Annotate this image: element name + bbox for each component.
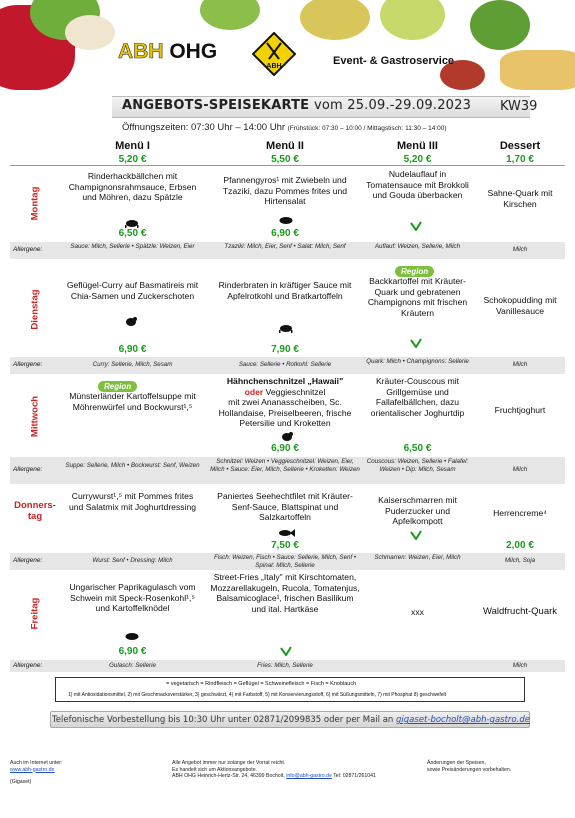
tuesday-menu-1: Geflügel-Curry auf Basmatireis mit Chia-Samen und Zuckerschoten	[66, 280, 199, 301]
tuesday-menu-3: Backkartoffel mit Kräuter-Quark und gebratenen Champignons mit frischen Kräutern	[367, 276, 468, 318]
allergen-row-thursday: Allergene: Wurst: Senf • Dressing: Milch Fisch: Weizen, Fisch • Sauce: Sellerie, Milch, Senf • Spinat: Milch, Sellerie Schmarren: Weizen, Eier, Milch Milch, Soja	[10, 553, 565, 570]
monday-menu-3: Nudelauflauf in Tomatensauce mit Brokkoli und Gouda überbacken	[366, 169, 469, 200]
tuesday-menu-2: Rinderbraten in kräftiger Sauce mit Apfelrotkohl und Bratkartoffeln	[218, 280, 352, 301]
wednesday-menu-2-price: 6,90 €	[271, 443, 299, 454]
opening-hours: Öffnungszeiten: 07:30 Uhr – 14:00 Uhr (Frühstück: 07:30 – 10:00 / Mittagstisch: 11:30 – 14:00)	[122, 122, 447, 133]
monday-menu-2-price: 6,90 €	[271, 228, 299, 239]
info-email-link[interactable]: info@abh-gastro.de	[286, 773, 332, 779]
region-badge: Region	[98, 376, 137, 394]
phone-order-text: Telefonische Vorbestellung bis 10:30 Uhr unter 02871/2099835 oder per Mail an gigaset-bocholt@abh-gastro.de	[52, 715, 530, 725]
svg-text:ABH: ABH	[266, 63, 282, 70]
friday-dessert: Waldfrucht-Quark	[482, 606, 558, 617]
website-link[interactable]: www.abh-gastro.de	[10, 766, 55, 773]
allergen-row-monday: Allergene: Sauce: Milch, Sellerie • Spätzle: Weizen, Eier Tzaziki: Milch, Eier, Senf • Salat: Milch, Senf Auflauf: Weizen, Sellerie, Milch Milch	[10, 242, 565, 259]
wednesday-menu-1: Münsterländer Kartoffelsuppe mit Möhrenwürfel und Bockwurst¹,⁵	[69, 391, 196, 412]
price-menu-1: 5,20 €	[118, 154, 147, 165]
phone-order-band	[50, 711, 530, 728]
column-dessert: Dessert	[499, 140, 541, 152]
tuesday-dessert: Schokopudding mit Vanillesauce	[483, 295, 557, 316]
pasta-image	[300, 0, 370, 40]
thursday-menu-1: Currywurst¹,⁵ mit Pommes frites und Salatmix mit Joghurtdressing	[68, 491, 197, 512]
friday-menu-1: Ungarischer Paprikagulasch vom Schwein mit Speck-Rosenkohl¹,⁵ und Kartoffelknödel	[69, 582, 196, 613]
region-badge: Region	[395, 261, 434, 279]
abh-logo	[252, 32, 296, 76]
wednesday-menu-3: Kräuter-Couscous mit Grillgemüse und Fallafelbällchen, dazu orientalischer Joghurtdip	[370, 376, 465, 418]
allergen-row-wednesday: Allergene: Suppe: Sellerie, Milch • Bockwurst: Senf, Weizen Schnitzel: Weizen • Veggieschnitzel: Weizen, Eier, Milch • Sauce: Eier, Milch, Sellerie • Kroketten: Weizen Couscous: Weizen, Sellerie • Falafel: Weizen • Dip: Milch, Sesam Milch	[10, 457, 565, 484]
wednesday-menu-2: Hähnchenschnitzel „Hawaii" oder Veggieschnitzel mit zwei Ananasscheiben, Sc. Hollandaise, Preiselbeeren, frische Petersilie und Kroketten	[218, 376, 352, 428]
thursday-menu-2: Paniertes Seehechtfilet mit Kräuter-Senf-Sauce, Blattspinat und Salzkartoffeln	[217, 491, 353, 522]
vegetarian-icon	[410, 218, 422, 236]
thursday-dessert-price: 2,00 €	[506, 540, 534, 551]
page-title: ANGEBOTS-SPEISEKARTE vom 25.09.-29.09.2023	[122, 98, 472, 113]
day-thursday: Donners-tag	[14, 500, 56, 522]
price-menu-2: 5,50 €	[271, 154, 299, 165]
tuesday-menu-1-price: 6,90 €	[118, 344, 147, 355]
divider	[10, 165, 565, 166]
order-email-link[interactable]: gigaset-bocholt@abh-gastro.de	[396, 715, 530, 725]
calendar-week: KW39	[500, 99, 538, 114]
icon-legend: = vegetarisch = Rindfleisch = Geflügel = Schweinefleisch = Fisch = Knoblauch 1) mit Antioxidationsmittel, 2) mit Geschmacksverstärker, 3) geschwärzt, 4) mit Farbstoff, 5) mit Konservierungsstoff, 6) mit Süßungsmitteln, 7) mit Phosphat 8) geschwefelt	[55, 677, 525, 702]
tuesday-menu-2-price: 7,90 €	[271, 344, 299, 355]
thursday-menu-3: Kaiserschmarren mit Puderzucker und Apfelkompott	[378, 495, 457, 526]
beef-icon	[278, 320, 294, 338]
pork-icon	[124, 628, 140, 646]
column-menu-3: Menü III	[397, 140, 438, 152]
poultry-icon	[124, 315, 138, 333]
tagline: Event- & Gastroservice	[333, 55, 455, 67]
friday-menu-1-price: 6,90 €	[118, 646, 147, 657]
column-menu-2: Menü II	[266, 140, 304, 152]
monday-menu-1: Rinderhackbällchen mit Champignonsrahmsauce, Erbsen und Möhren, dazu Spätzle	[68, 171, 197, 202]
price-dessert: 1,70 €	[506, 154, 534, 165]
day-monday: Montag	[29, 186, 41, 221]
herb-image	[200, 0, 260, 30]
friday-menu-3: xxx	[411, 607, 424, 617]
vegetable-image	[380, 0, 445, 40]
header-banner	[0, 0, 575, 95]
vegetarian-icon	[410, 335, 422, 353]
wednesday-dessert: Fruchtjoghurt	[494, 405, 546, 415]
monday-menu-2: Pfannengyros¹ mit Zwiebeln und Tzaziki, dazu Pommes frites und Hirtensalat	[222, 175, 348, 206]
footer-notice: Alle Angebot immer nur solange der Vorrat reicht. Es handelt sich um Aktionsangebote. ABH OHG Heinrich-Hertz-Str. 24, 46399 Bocholt, info@abh-gastro.de Tel: 02871/261041	[172, 760, 376, 779]
allergen-row-friday: Allergene: Gulasch: Sellerie Fries: Milch, Sellerie Milch	[10, 660, 565, 672]
vegetarian-icon	[280, 643, 292, 661]
day-wednesday: Mittwoch	[29, 395, 41, 438]
thursday-dessert: Herrencreme⁴	[493, 508, 547, 518]
garlic-image	[65, 15, 115, 50]
price-menu-3: 5,20 €	[403, 154, 432, 165]
brand-name: ABH OHG	[118, 40, 218, 63]
footer-changes: Änderungen der Speisen, sowie Preisänderungen vorbehalten.	[427, 760, 512, 773]
vegetarian-icon	[410, 527, 422, 545]
monday-menu-1-price: 6,50 €	[118, 228, 147, 239]
broccoli-image	[470, 0, 530, 50]
column-menu-1: Menü I	[115, 140, 150, 152]
day-friday: Freitag	[29, 597, 41, 630]
monday-dessert: Sahne-Quark mit Kirschen	[487, 188, 553, 209]
thursday-menu-2-price: 7,50 €	[271, 540, 299, 551]
wednesday-menu-3-price: 6,50 €	[403, 443, 432, 454]
allergen-row-tuesday: Allergene: Curry: Sellerie, Milch, Sesam Sauce: Sellerie • Rotkohl: Sellerie Quark: Milch • Champignons: Sellerie Milch	[10, 357, 565, 374]
friday-menu-2: Street-Fries „Italy" mit Kirschtomaten, Mozzarellakugeln, Rucola, Tomatenjus, Balsamicoglace¹, frischen Basilikum und ital. Hartkäse	[210, 572, 360, 614]
day-tuesday: Dienstag	[29, 289, 41, 330]
fish-image	[500, 50, 575, 90]
footer-internet: Auch im Internet unter: www.abh-gastro.de (Gigaset)	[10, 760, 63, 785]
